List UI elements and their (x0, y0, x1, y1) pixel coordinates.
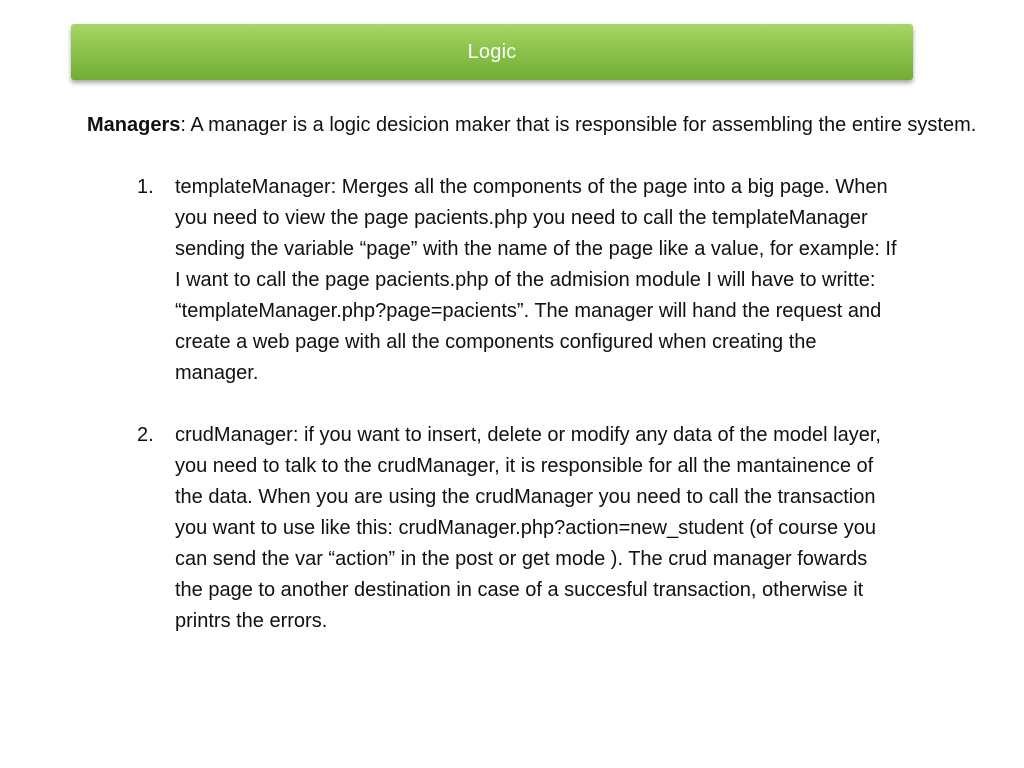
list-item-text: crudManager: if you want to insert, delete or modify any data of the model layer, you need to talk to the crudManager, it is responsible for all the mantainence of the data. When you are using the crudManager you need to call the transaction you want to use like this: crudManager.php?action=new_student (of course you can send the var “action” in the post or get mode ). The crud manager fowards the page to another destination in case of a succesful transaction, otherwise it printrs the errors. (175, 424, 881, 632)
intro-text: : A manager is a logic desicion maker that is responsible for assembling the entire system. (180, 114, 977, 136)
slide-title: Logic (467, 40, 517, 63)
intro-paragraph (87, 110, 987, 141)
slide-title-bar (71, 24, 913, 80)
intro-term: Managers (87, 114, 181, 136)
list-item (87, 172, 897, 389)
list-item-text: templateManager: Merges all the components of the page into a big page. When you need to view the page pacients.php you need to call the templateManager sending the variable “page” with the name of the page like a value, for example: If I want to call the page pacients.php of the admision module I will have to writte: “templateManager.php?page=pacients”. The manager will hand the request and create a web page with all the components configured when creating the manager. (175, 176, 897, 384)
list-item (87, 420, 897, 637)
list-item-number: 1. (137, 176, 154, 198)
manager-list (87, 172, 987, 637)
list-item-number: 2. (137, 424, 154, 446)
slide-body (87, 110, 987, 637)
